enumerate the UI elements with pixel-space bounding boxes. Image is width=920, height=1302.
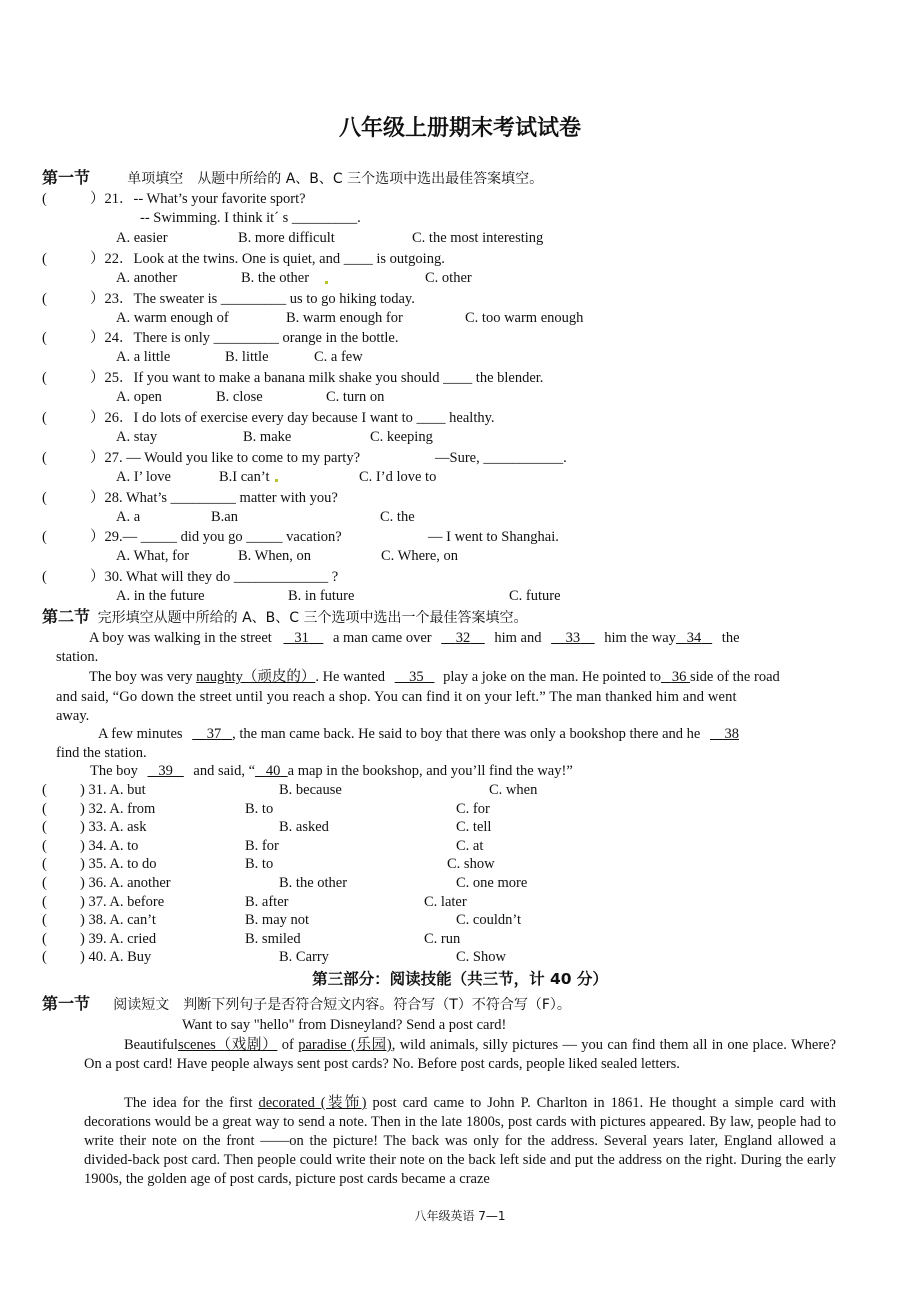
option-a[interactable]: ) 37. A. before bbox=[80, 893, 165, 910]
option-c[interactable]: C. a few bbox=[314, 349, 363, 366]
option-c[interactable]: C. keeping bbox=[370, 429, 433, 445]
cloze-line-7: find the station. bbox=[56, 745, 147, 761]
option-a[interactable]: A. a bbox=[116, 508, 141, 525]
cloze-text: a map in the bookshop, and you’ll find the way!” bbox=[287, 763, 573, 779]
cloze-text: . He wanted bbox=[315, 669, 385, 685]
option-b[interactable]: B. may not bbox=[245, 912, 310, 929]
answer-paren[interactable]: ( bbox=[42, 856, 47, 873]
option-b[interactable]: B. for bbox=[245, 837, 279, 854]
cloze-text: the bbox=[721, 630, 740, 646]
section1-header bbox=[42, 169, 543, 188]
reading-text: post card came to John P. Charlton in 1861. He thought a simple card with decorations would be a great way to send a note. Then in the late 1800s, post cards with pictures appeared. By law, people had to write their note on the front ——on the picture! The back was only for the address. Several years later, England allowed a divided-back post card. Then people could write their note on the back left side and put the address on the right. During the early 1900s, the golden age of post cards, picture post cards became a craze bbox=[84, 1095, 837, 1187]
option-c[interactable]: C. run bbox=[424, 930, 461, 947]
section3-label: 第一节 bbox=[42, 994, 91, 1013]
option-a[interactable]: ) 36. A. another bbox=[80, 875, 171, 891]
blank-36[interactable]: 36 bbox=[671, 669, 687, 685]
option-c[interactable]: C. couldn’t bbox=[456, 912, 521, 929]
cloze-line-1 bbox=[89, 629, 740, 647]
answer-paren[interactable]: ( bbox=[42, 930, 47, 947]
section1-instruction: 单项填空 从题中所给的 A、B、C 三个选项中选出最佳答案填空。 bbox=[127, 171, 544, 187]
section2-header bbox=[42, 608, 528, 627]
option-b[interactable]: B.an bbox=[211, 508, 238, 525]
option-b[interactable]: B. after bbox=[245, 893, 289, 910]
option-a[interactable]: A. stay bbox=[116, 429, 158, 445]
option-b[interactable]: B. the other bbox=[241, 269, 310, 286]
question-stem: ）22．Look at the twins. One is quiet, and ____ is outgoing. bbox=[90, 250, 445, 267]
answer-paren[interactable]: ( bbox=[42, 370, 47, 387]
section3-instruction: 阅读短文 判断下列句子是否符合短文内容。符合写（T）不符合写（F）。 bbox=[113, 997, 571, 1013]
option-c[interactable]: C. at bbox=[456, 837, 484, 854]
answer-paren[interactable]: ( bbox=[42, 569, 47, 586]
answer-paren[interactable]: ( bbox=[42, 800, 47, 817]
cloze-line-6 bbox=[98, 725, 739, 743]
blank-38[interactable]: 38 bbox=[724, 726, 739, 742]
option-c[interactable]: C. Where, on bbox=[381, 548, 459, 565]
option-b[interactable]: B. more difficult bbox=[238, 230, 335, 246]
question-stem: ）25．If you want to make a banana milk shake you should ____ the blender. bbox=[90, 370, 544, 387]
blank-35[interactable]: 35 bbox=[409, 669, 424, 685]
option-c[interactable]: C. other bbox=[425, 269, 472, 286]
option-a[interactable]: ) 31. A. but bbox=[80, 782, 146, 798]
answer-paren[interactable]: ( bbox=[42, 330, 47, 347]
blank-32[interactable]: 32 bbox=[455, 630, 471, 646]
answer-paren[interactable]: ( bbox=[42, 529, 47, 546]
section2-label: 第二节 bbox=[42, 607, 91, 626]
option-a[interactable]: A. another bbox=[116, 269, 178, 286]
option-c[interactable]: C. the bbox=[380, 508, 415, 525]
option-c[interactable]: C. one more bbox=[456, 875, 528, 891]
cloze-text: and said, “ bbox=[193, 763, 256, 779]
question-stem: ）30. What will they do _____________ ? bbox=[90, 569, 339, 586]
option-c[interactable]: C. too warm enough bbox=[465, 309, 584, 326]
option-b[interactable]: B. close bbox=[216, 389, 263, 406]
cloze-text: , the man came back. He said to boy that there was only a bookshop there and he bbox=[232, 726, 701, 742]
option-b[interactable]: B. When, on bbox=[238, 548, 312, 565]
reading-text: The idea for the first bbox=[124, 1095, 253, 1111]
question-stem: ）29.— _____ did you go _____ vacation? bbox=[90, 529, 342, 546]
cloze-text: a man came over bbox=[332, 630, 432, 646]
option-a[interactable]: A. open bbox=[116, 389, 162, 406]
option-c[interactable]: C. turn on bbox=[326, 389, 385, 406]
cloze-line-3 bbox=[89, 668, 780, 686]
option-b[interactable]: B. warm enough for bbox=[286, 309, 403, 326]
cloze-line-5: away. bbox=[56, 708, 90, 724]
question-reply: — I went to Shanghai. bbox=[428, 529, 559, 546]
cloze-line-4: and said, “Go down the street until you reach a shop. You can find it on your left.” The man thanked him and went bbox=[56, 689, 737, 705]
question-stem: ）21．-- What’s your favorite sport? bbox=[90, 191, 306, 207]
question-reply: —Sure, ___________. bbox=[435, 449, 567, 466]
blank-37[interactable]: 37 bbox=[206, 726, 222, 742]
question-stem: ）24．There is only _________ orange in the bottle. bbox=[90, 330, 399, 347]
option-c[interactable]: C. later bbox=[424, 893, 467, 910]
reading-paragraph-1 bbox=[84, 1036, 836, 1074]
option-a[interactable]: ) 32. A. from bbox=[80, 800, 156, 817]
answer-paren[interactable]: ( bbox=[42, 875, 47, 891]
cloze-text: him the way bbox=[604, 630, 676, 646]
option-a[interactable]: ) 34. A. to bbox=[80, 837, 139, 854]
option-c[interactable]: C. future bbox=[509, 588, 561, 605]
option-a[interactable]: ) 39. A. cried bbox=[80, 930, 157, 947]
cloze-text: A boy was walking in the street bbox=[89, 630, 272, 646]
answer-paren[interactable]: ( bbox=[42, 250, 47, 267]
answer-paren[interactable]: ( bbox=[42, 949, 47, 966]
answer-paren[interactable]: ( bbox=[42, 449, 47, 466]
option-c[interactable]: C. for bbox=[456, 800, 490, 817]
word-paradise: paradise (乐园) bbox=[298, 1037, 392, 1053]
option-a[interactable]: A. easier bbox=[116, 230, 168, 246]
cloze-text: A few minutes bbox=[98, 726, 183, 742]
section2-instruction: 完形填空从题中所给的 A、B、C 三个选项中选出一个最佳答案填空。 bbox=[97, 610, 528, 626]
ink-speck bbox=[325, 281, 328, 284]
option-a[interactable]: ) 35. A. to do bbox=[80, 856, 157, 873]
blank-40[interactable]: 40 bbox=[265, 763, 281, 779]
option-b[interactable]: B. in future bbox=[288, 588, 355, 605]
reading-heading: Want to say "hello" from Disneyland? Send a post card! bbox=[182, 1017, 507, 1033]
question-stem: ）27. — Would you like to come to my party? bbox=[90, 449, 360, 466]
section1-label: 第一节 bbox=[42, 168, 91, 187]
option-a[interactable]: A. warm enough of bbox=[116, 309, 229, 326]
question-stem: ）26．I do lots of exercise every day because I want to ____ healthy. bbox=[90, 410, 495, 426]
section3-header bbox=[42, 995, 571, 1014]
option-b[interactable]: B. because bbox=[279, 782, 342, 798]
answer-paren[interactable]: ( bbox=[42, 912, 47, 929]
answer-paren[interactable]: ( bbox=[42, 489, 47, 506]
option-c[interactable]: C. the most interesting bbox=[412, 230, 544, 246]
reading-text: of bbox=[281, 1037, 294, 1053]
answer-paren[interactable]: ( bbox=[42, 782, 47, 798]
cloze-text: The boy bbox=[90, 763, 138, 779]
question-stem-2: -- Swimming. I think it´ s _________. bbox=[140, 210, 361, 226]
option-c[interactable]: C. Show bbox=[456, 949, 506, 966]
cloze-line-8 bbox=[90, 762, 573, 780]
cloze-line-2: station. bbox=[56, 649, 99, 665]
option-a[interactable]: ) 40. A. Buy bbox=[80, 949, 152, 966]
answer-paren[interactable]: ( bbox=[42, 410, 47, 426]
answer-paren[interactable]: ( bbox=[42, 290, 47, 307]
option-c[interactable]: C. tell bbox=[456, 819, 492, 836]
option-b[interactable]: B. to bbox=[245, 800, 274, 817]
option-a[interactable]: ) 33. A. ask bbox=[80, 819, 147, 836]
option-b[interactable]: B. to bbox=[245, 856, 274, 873]
blank-33[interactable]: 33 bbox=[565, 630, 581, 646]
option-b[interactable]: B.I can’t bbox=[219, 468, 270, 485]
option-b[interactable]: B. the other bbox=[279, 875, 348, 891]
answer-paren[interactable]: ( bbox=[42, 837, 47, 854]
option-c[interactable]: C. I’d love to bbox=[359, 468, 437, 485]
option-b[interactable]: B. Carry bbox=[279, 949, 329, 966]
blank-34[interactable]: 34 bbox=[686, 630, 702, 646]
question-stem: ）23．The sweater is _________ us to go hiking today. bbox=[90, 290, 415, 307]
word-scenes: scenes（戏剧） bbox=[177, 1037, 278, 1053]
cloze-text: play a joke on the man. He pointed to bbox=[443, 669, 661, 685]
option-a[interactable]: A. What, for bbox=[116, 548, 190, 565]
option-a[interactable]: ) 38. A. can’t bbox=[80, 912, 156, 929]
option-c[interactable]: C. show bbox=[447, 856, 495, 873]
option-c[interactable]: C. when bbox=[489, 782, 538, 798]
reading-paragraph-2 bbox=[84, 1094, 836, 1189]
reading-text: Beautiful bbox=[124, 1037, 178, 1053]
blank-39[interactable]: 39 bbox=[158, 763, 173, 779]
page-footer: 八年级英语 7—1 bbox=[414, 1209, 506, 1223]
question-stem: ）28. What’s _________ matter with you? bbox=[90, 489, 338, 506]
page-title: 八年级上册期末考试试卷 bbox=[338, 116, 581, 141]
cloze-text: side of the road bbox=[689, 669, 780, 685]
option-b[interactable]: B. make bbox=[243, 429, 292, 445]
option-b[interactable]: B. asked bbox=[279, 819, 329, 836]
part3-header: 第三部分：阅读技能（共三节，计 40 分） bbox=[312, 970, 608, 988]
answer-paren[interactable]: ( bbox=[42, 191, 47, 207]
option-b[interactable]: B. little bbox=[225, 349, 269, 366]
word-naughty: naughty（顽皮的） bbox=[196, 669, 316, 685]
ink-speck bbox=[275, 479, 278, 482]
option-a[interactable]: A. I’ love bbox=[116, 468, 171, 485]
option-b[interactable]: B. smiled bbox=[245, 930, 301, 947]
cloze-text: The boy was very bbox=[89, 669, 193, 685]
option-a[interactable]: A. a little bbox=[116, 349, 171, 366]
cloze-text: him and bbox=[494, 630, 542, 646]
answer-paren[interactable]: ( bbox=[42, 893, 47, 910]
word-decorated: decorated (装饰) bbox=[258, 1095, 367, 1111]
option-a[interactable]: A. in the future bbox=[116, 588, 205, 605]
blank-31[interactable]: 31 bbox=[294, 630, 309, 646]
reading-text: , wild animals, silly pictures — you can find them all in one place. Where? On a post card! Have people always sent post cards? No. Before post cards, people liked sealed letters. bbox=[84, 1037, 837, 1072]
answer-paren[interactable]: ( bbox=[42, 819, 47, 836]
